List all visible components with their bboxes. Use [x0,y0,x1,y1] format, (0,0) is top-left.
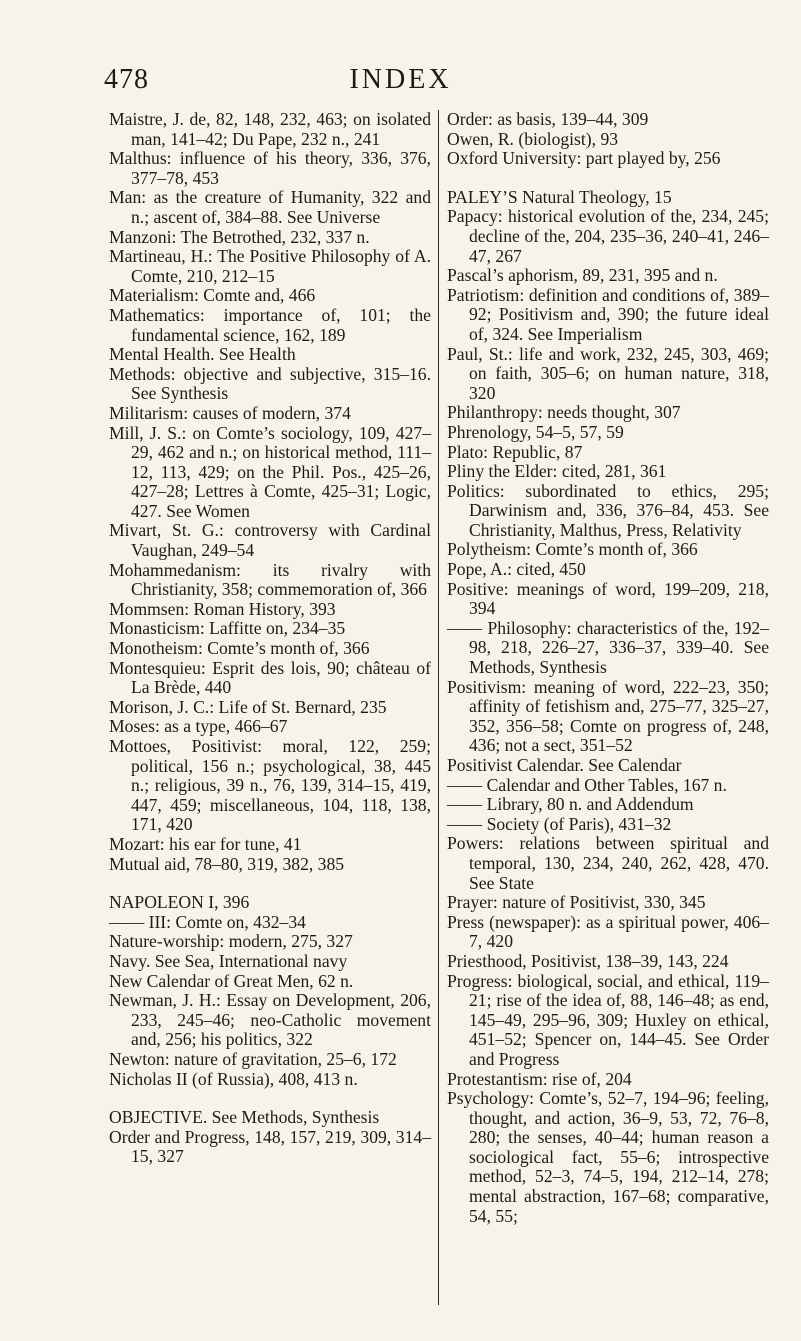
page-number: 478 [104,64,149,95]
index-entry: Pliny the Elder: cited, 281, 361 [447,461,667,482]
index-entry: Mottoes, Positivist: moral, 122, 259; political, 156 n.; psychological, 38, 445 n.; religious, 39 n., 76, 139, 314–15, 419, 447, 459; miscellaneous, 104, 118, 138, 171, 420 [109,736,431,835]
index-entry: Psychology: Comte’s, 52–7, 194–96; feeling, thought, and action, 36–9, 53, 72, 76–8, 280; the senses, 40–44; human reason a sociological fact, 55–6; introspective method, 52–3, 74–5, 194, 212–14, 278; mental abstraction, 167–68; comparative, 54, 55; [447,1088,769,1226]
index-entry: Pascal’s aphorism, 89, 231, 395 and n. [447,265,718,286]
index-entry: Politics: subordinated to ethics, 295; Darwinism and, 336, 376–84, 453. See Christianity, Malthus, Press, Relativity [447,480,769,540]
index-entry: —— Calendar and Other Tables, 167 n. [447,774,727,795]
page-header [0,64,801,104]
section-gap [447,169,769,188]
index-entry: Protestantism: rise of, 204 [447,1068,632,1089]
index-entry: Prayer: nature of Positivist, 330, 345 [447,892,706,913]
index-entry: Maistre, J. de, 82, 148, 232, 463; on isolated man, 141–42; Du Pape, 232 n., 241 [109,109,431,149]
index-entry: Patriotism: definition and conditions of, 389–92; Positivism and, 390; the future ideal of, 324. See Imperialism [447,284,769,344]
index-entry: Manzoni: The Betrothed, 232, 337 n. [109,226,370,247]
index-entry: Philanthropy: needs thought, 307 [447,402,681,423]
index-entry: Methods: objective and subjective, 315–16. See Synthesis [109,363,431,404]
index-entry: PALEY’S Natural Theology, 15 [447,186,672,207]
column-divider [438,110,439,1305]
index-entry: Mommsen: Roman History, 393 [109,598,336,619]
index-entry: —— III: Comte on, 432–34 [109,911,306,932]
index-entry: OBJECTIVE. See Methods, Synthesis [109,1107,380,1128]
section-gap [109,1089,431,1108]
index-entry: Martineau, H.: The Positive Philosophy of A. Comte, 210, 212–15 [109,246,431,286]
index-entry: Mathematics: importance of, 101; the fundamental science, 162, 189 [109,304,431,345]
index-entry: Morison, J. C.: Life of St. Bernard, 235 [109,696,387,717]
index-entry: Materialism: Comte and, 466 [109,285,316,306]
index-entry: Phrenology, 54–5, 57, 59 [447,421,624,442]
index-entry: Positive: meanings of word, 199–209, 218, 394 [447,578,769,619]
index-entry: Monotheism: Comte’s month of, 366 [109,638,370,659]
index-entry: Paul, St.: life and work, 232, 245, 303, 469; on faith, 305–6; on human nature, 318, 320 [447,343,769,403]
index-entry: Mill, J. S.: on Comte’s sociology, 109, 427–29, 462 and n.; on historical method, 111–12, 113, 429; on the Phil. Pos., 425–26, 427–28; Lettres à Comte, 425–31; Logic, 427. See Women [109,422,431,521]
index-column-left [109,110,431,1167]
index-entry: Nicholas II (of Russia), 408, 413 n. [109,1068,358,1089]
running-title: INDEX [349,64,452,95]
index-entry: Priesthood, Positivist, 138–39, 143, 224 [447,950,729,971]
index-entry: Newton: nature of gravitation, 25–6, 172 [109,1048,397,1069]
index-entry: Mivart, St. G.: controversy with Cardinal Vaughan, 249–54 [109,520,431,561]
index-column-right [447,110,769,1226]
index-entry: Oxford University: part played by, 256 [447,148,721,169]
section-gap [109,874,431,893]
index-entry: Order and Progress, 148, 157, 219, 309, 314–15, 327 [109,1126,431,1167]
index-entry: NAPOLEON I, 396 [109,892,250,913]
index-entry: Malthus: influence of his theory, 336, 376, 377–78, 453 [109,148,431,188]
index-entry: Positivist Calendar. See Calendar [447,755,682,775]
index-entry: —— Library, 80 n. and Addendum [447,794,694,815]
index-entry: Pope, A.: cited, 450 [447,559,586,580]
index-entry: Navy. See Sea, International navy [109,950,348,971]
index-entry: Progress: biological, social, and ethical, 119–21; rise of the idea of, 88, 146–48; as end, 145–49, 295–96, 309; Huxley on ethical, 451–52; Spencer on, 144–45. See Order and Progress [447,970,769,1069]
index-entry: Plato: Republic, 87 [447,441,583,462]
index-entry: Press (newspaper): as a spiritual power, 406–7, 420 [447,911,769,952]
index-entry: Powers: relations between spiritual and temporal, 130, 234, 240, 262, 428, 470. See State [447,833,769,893]
index-entry: Papacy: historical evolution of the, 234, 245; decline of the, 204, 235–36, 240–41, 246–47, 267 [447,206,769,266]
index-entry: New Calendar of Great Men, 62 n. [109,970,354,991]
index-entry: Newman, J. H.: Essay on Development, 206, 233, 245–46; neo-Catholic movement and, 256; his politics, 322 [109,990,431,1050]
index-entry: Mozart: his ear for tune, 41 [109,833,302,854]
index-entry: Moses: as a type, 466–67 [109,716,288,737]
index-entry: Man: as the creature of Humanity, 322 and n.; ascent of, 384–88. See Universe [109,187,431,227]
index-entry: Polytheism: Comte’s month of, 366 [447,539,698,560]
index-entry: Militarism: causes of modern, 374 [109,402,351,423]
index-entry: Positivism: meaning of word, 222–23, 350; affinity of fetishism and, 275–77, 325–27, 352, 356–58; Comte on progress of, 248, 436; not a sect, 351–52 [447,676,769,756]
index-entry: Order: as basis, 139–44, 309 [447,109,649,129]
index-entry: Mutual aid, 78–80, 319, 382, 385 [109,853,345,874]
index-entry: Nature-worship: modern, 275, 327 [109,931,353,952]
index-entry: Owen, R. (biologist), 93 [447,128,619,149]
index-entry: Montesquieu: Esprit des lois, 90; château of La Brède, 440 [109,657,431,698]
index-entry: Monasticism: Laffitte on, 234–35 [109,618,346,639]
index-entry: Mohammedanism: its rivalry with Christianity, 358; commemoration of, 366 [109,559,431,600]
index-entry: —— Society (of Paris), 431–32 [447,813,672,834]
index-entry: —— Philosophy: characteristics of the, 192–98, 218, 226–27, 336–37, 339–40. See Methods, Synthesis [447,617,769,678]
index-entry: Mental Health. See Health [109,344,296,365]
